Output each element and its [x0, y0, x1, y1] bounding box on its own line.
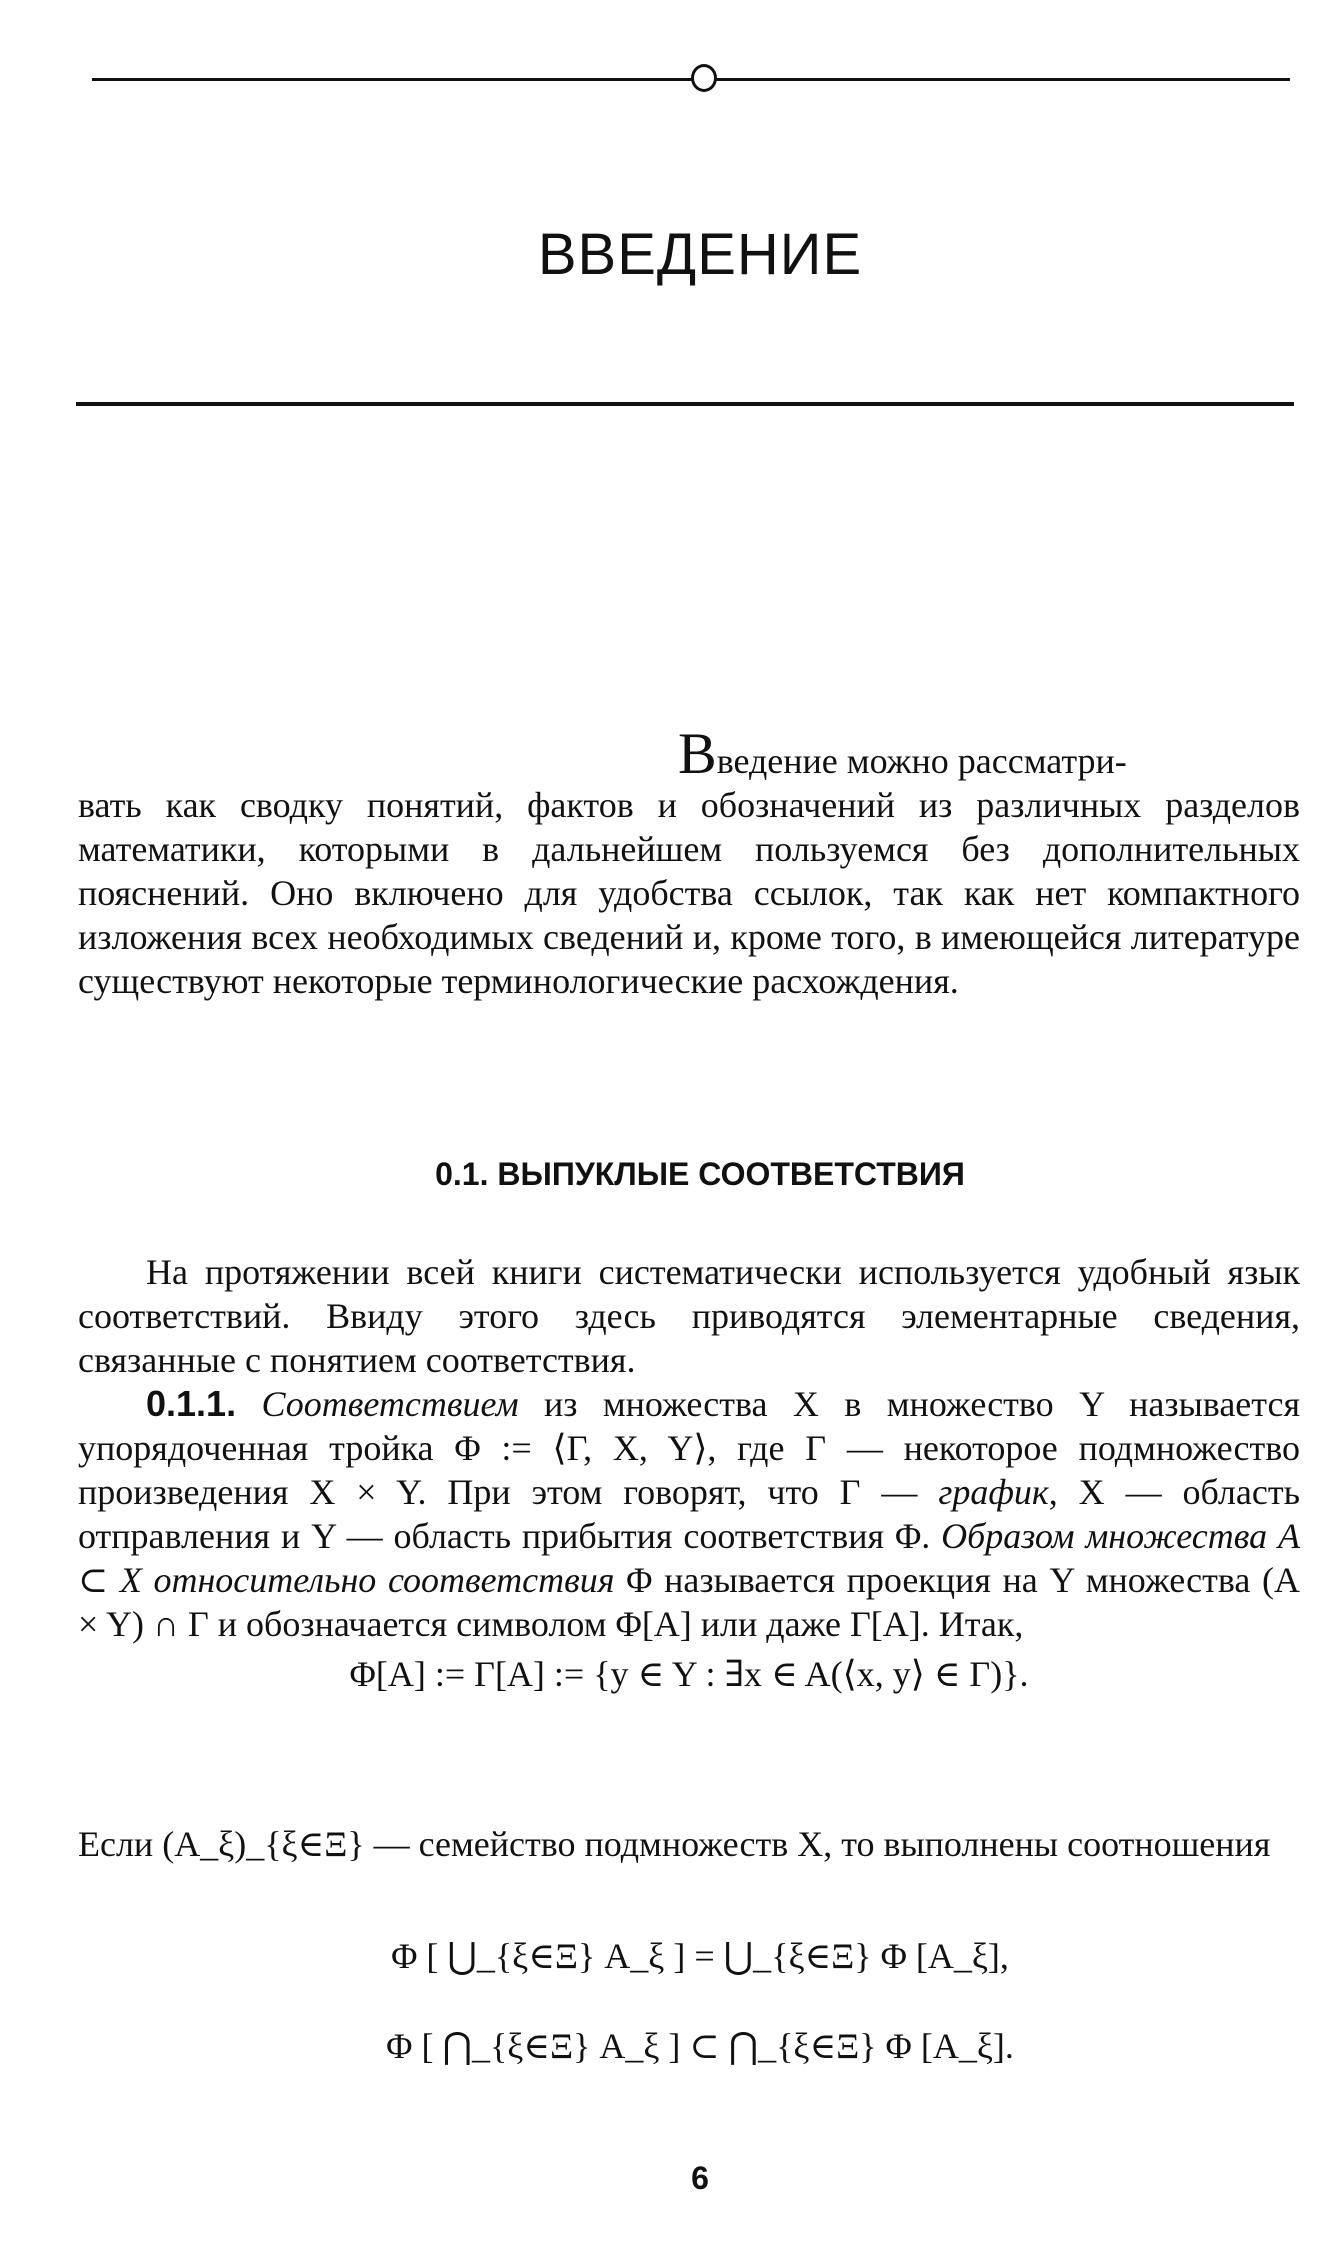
family-paragraph: Если (A_ξ)_{ξ∈Ξ} — семейство подмножеств X, то выполнены соотношения: [78, 1824, 1271, 1864]
title-underline-rule: [76, 402, 1294, 406]
section-title: 0.1. ВЫПУКЛЫЕ СООТВЕТСТВИЯ: [435, 1156, 965, 1192]
section-body: [78, 1250, 1300, 1702]
definition-text-3: Φ называется проекция на Y множества (A × Y) ∩ Γ и обозначается символом Φ[A] или даже Γ[A]. Итак,: [78, 1560, 1301, 1644]
term-correspondence: Соответствием: [261, 1384, 519, 1424]
intro-dropcap: В: [678, 721, 717, 786]
intro-first-line: ведение можно рассматри-: [716, 741, 1127, 781]
intro-paragraph: [78, 721, 1300, 1003]
image-formula: Φ[A] := Γ[A] := {y ∈ Y : ∃x ∈ A(⟨x, y⟩ ∈ Γ)}.: [349, 1654, 1029, 1694]
intersection-formula: Φ [ ⋂_{ξ∈Ξ} A_ξ ] ⊂ ⋂_{ξ∈Ξ} Φ [A_ξ].: [386, 2026, 1014, 2066]
page-number: 6: [691, 2160, 709, 2196]
chapter-title: ВВЕДЕНИЕ: [537, 222, 863, 287]
definition-paragraph: [78, 1382, 1300, 1646]
union-formula: Φ [ ⋃_{ξ∈Ξ} A_ξ ] = ⋃_{ξ∈Ξ} Φ [A_ξ],: [391, 1936, 1009, 1976]
definition-text-1: из множества X в множество Y называется упорядоченная тройка Φ := ⟨Γ, X, Y⟩, где Γ — некоторое подмножество произведения X × Y. При этом говорят, что Γ —: [78, 1384, 1300, 1512]
ornament-circle-icon: [691, 64, 717, 92]
term-graph: график: [938, 1472, 1049, 1512]
intro-rest: вать как сводку понятий, фактов и обозначений из различных разделов математики, которыми в дальнейшем пользуемся без дополнительных пояснений. Оно включено для удобства ссылок, так как нет компактного изложения всех необходимых сведений и, кроме того, в имеющейся литературе существуют некоторые терминологические расхождения.: [78, 785, 1300, 1001]
definition-text-2: , X — область отправления и Y — область прибытия соответствия Φ.: [78, 1472, 1300, 1556]
item-number: 0.1.1.: [146, 1383, 237, 1424]
term-image-of-set: Образом множества A ⊂ X относительно соответствия: [78, 1516, 1300, 1600]
section-paragraph-1: На протяжении всей книги систематически используется удобный язык соответствий. Ввиду этого здесь приводятся элементарные сведения, связанные с понятием соответствия.: [78, 1252, 1300, 1380]
